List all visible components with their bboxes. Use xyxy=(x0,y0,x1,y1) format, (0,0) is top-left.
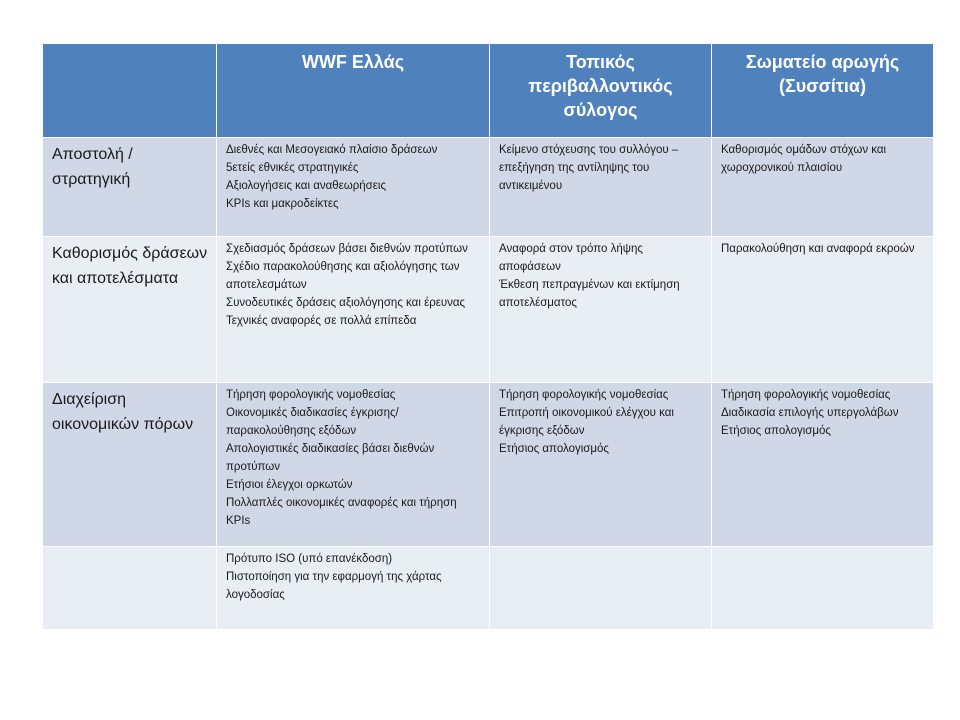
cell-line: Πολλαπλές οικονομικές αναφορές και τήρηση KPIs xyxy=(226,497,457,527)
cell-line: Αξιολογήσεις και αναθεωρήσεις xyxy=(226,180,387,192)
cell-actions-local xyxy=(490,237,712,383)
cell-mission-relief xyxy=(712,138,934,237)
cell-line: Επιτροπή οικονομικού ελέγχου και έγκρισης εξόδων xyxy=(499,407,674,437)
row-label-finance: Διαχείριση οικονομικών πόρων xyxy=(43,383,217,547)
header-corner-cell xyxy=(43,44,217,138)
cell-line: Κείμενο στόχευσης του συλλόγου – επεξήγηση της αντίληψης του αντικειμένου xyxy=(499,144,679,192)
cell-line: Σχέδιο παρακολούθησης και αξιολόγησης των αποτελεσμάτων xyxy=(226,261,460,291)
cell-mission-local xyxy=(490,138,712,237)
cell-line: Συνοδευτικές δράσεις αξιολόγησης και έρευνας xyxy=(226,297,466,309)
cell-line: Έκθεση πεπραγμένων και εκτίμηση αποτελέσματος xyxy=(499,279,680,309)
cell-line: Τήρηση φορολογικής νομοθεσίας xyxy=(721,389,891,401)
table-row-actions xyxy=(43,237,934,383)
cell-line: Τεχνικές αναφορές σε πολλά επίπεδα xyxy=(226,315,417,327)
cell-actions-wwf xyxy=(217,237,490,383)
cell-certification-local xyxy=(490,547,712,630)
cell-certification-wwf xyxy=(217,547,490,630)
cell-line: Παρακολούθηση και αναφορά εκροών xyxy=(721,243,915,255)
cell-line: Πρότυπο ISO (υπό επανέκδοση) xyxy=(226,553,393,565)
cell-finance-relief xyxy=(712,383,934,547)
cell-line: Τήρηση φορολογικής νομοθεσίας xyxy=(499,389,669,401)
row-label-actions: Καθορισμός δράσεων και αποτελέσματα xyxy=(43,237,217,383)
table-row-finance xyxy=(43,383,934,547)
cell-line: 5ετείς εθνικές στρατηγικές xyxy=(226,162,359,174)
cell-line: Πιστοποίηση για την εφαρμογή της χάρτας λογοδοσίας xyxy=(226,571,442,601)
cell-line: Αναφορά στον τρόπο λήψης αποφάσεων xyxy=(499,243,643,273)
cell-line: Οικονομικές διαδικασίες έγκρισης/παρακολούθησης εξόδων xyxy=(226,407,399,437)
cell-line: Διεθνές και Μεσογειακό πλαίσιο δράσεων xyxy=(226,144,438,156)
cell-finance-wwf xyxy=(217,383,490,547)
cell-line: Διαδικασία επιλογής υπεργολάβων xyxy=(721,407,899,419)
cell-line: Απολογιστικές διαδικασίες βάσει διεθνών προτύπων xyxy=(226,443,435,473)
cell-certification-relief xyxy=(712,547,934,630)
cell-line: Τήρηση φορολογικής νομοθεσίας xyxy=(226,389,396,401)
cell-finance-local xyxy=(490,383,712,547)
comparison-table xyxy=(42,43,934,630)
cell-line: Ετήσιος απολογισμός xyxy=(499,443,609,455)
cell-actions-relief xyxy=(712,237,934,383)
cell-mission-wwf xyxy=(217,138,490,237)
cell-line: Ετήσιοι έλεγχοι ορκωτών xyxy=(226,479,353,491)
header-local-association: Τοπικός περιβαλλοντικός σύλογος xyxy=(490,44,712,138)
cell-line: Καθορισμός ομάδων στόχων και χωροχρονικού πλαισίου xyxy=(721,144,887,174)
table-row-certification xyxy=(43,547,934,630)
row-label-empty xyxy=(43,547,217,630)
table-row-mission xyxy=(43,138,934,237)
cell-line: Σχεδιασμός δράσεων βάσει διεθνών προτύπων xyxy=(226,243,468,255)
header-relief-association: Σωματείο αρωγής (Συσσίτια) xyxy=(712,44,934,138)
cell-line: KPIs και μακροδείκτες xyxy=(226,198,339,210)
row-label-mission: Αποστολή / στρατηγική xyxy=(43,138,217,237)
cell-line: Ετήσιος απολογισμός xyxy=(721,425,831,437)
table-header-row xyxy=(43,44,934,138)
header-wwf: WWF Ελλάς xyxy=(217,44,490,138)
